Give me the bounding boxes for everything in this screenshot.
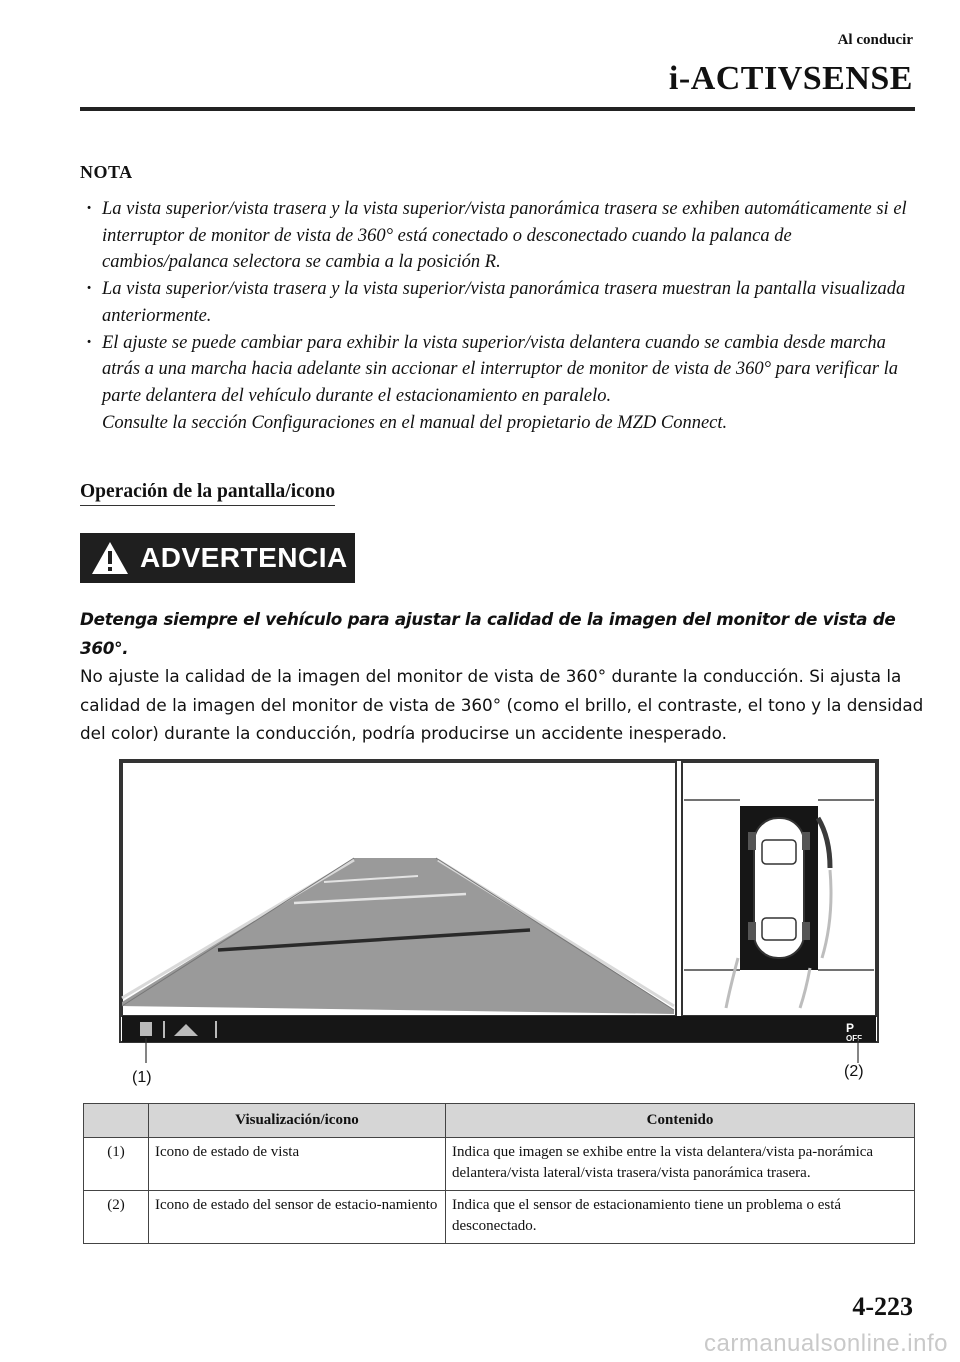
section-title: i-ACTIVSENSE (668, 60, 913, 97)
note-bullet: · La vista superior/vista trasera y la vista superior/vista panorámica trasera muestran la pantalla visualizada anteriormente. (80, 276, 915, 329)
table-header-row (84, 1104, 915, 1138)
warning-banner (80, 533, 355, 583)
top-view-panel (682, 762, 876, 1016)
page-number: 4-223 (852, 1292, 913, 1321)
note-bullets (80, 196, 915, 436)
note-bullet: · El ajuste se puede cambiar para exhibir la vista superior/vista delantera cuando se cambia desde marcha atrás a una marcha hacia adelante sin accionar el interruptor de monitor de vista de 360° para verificar la parte delantera del vehículo durante el estacionamiento en paralelo. (80, 330, 915, 410)
table-row (84, 1138, 915, 1191)
table-header: Visualización/icono (149, 1104, 446, 1138)
table-cell-visual: Icono de estado del sensor de estacio-namiento (149, 1191, 446, 1244)
warning-body-text: No ajuste la calidad de la imagen del monitor de vista de 360° durante la conducción. Si ajusta la calidad de la imagen del monitor de vista de 360° (como el brillo, el contraste, el tono y la densidad del color) durante la conducción, podría producirse un accidente inesperado. (80, 666, 924, 743)
parking-sensor-off-label: OFF (846, 1034, 862, 1043)
table-cell-num: (2) (84, 1191, 149, 1244)
header-rule (80, 107, 915, 111)
table-cell-num: (1) (84, 1138, 149, 1191)
info-table (83, 1103, 915, 1244)
note-bullet: · La vista superior/vista trasera y la vista superior/vista panorámica trasera se exhiben automáticamente si el interruptor de monitor de vista de 360° está conectado o desconectado cuando la palanca de cambios/palanca selectora se cambia a la posición R. (80, 196, 915, 276)
table-row (84, 1191, 915, 1244)
chapter-title: Al conducir (837, 32, 913, 48)
table-cell-visual: Icono de estado de vista (149, 1138, 446, 1191)
operation-heading: Operación de la pantalla/icono (80, 481, 335, 506)
note-reference: Consulte la sección Configuraciones en el manual del propietario de MZD Connect. (102, 412, 728, 433)
watermark: carmanualsonline.info (704, 1330, 948, 1357)
table-cell-content: Indica que el sensor de estacionamiento tiene un problema o está desconectado. (446, 1191, 915, 1244)
warning-bold-text: Detenga siempre el vehículo para ajustar la calidad de la imagen del monitor de vista de 360°. (80, 609, 896, 658)
note-title: NOTA (80, 162, 133, 182)
warning-triangle-icon (80, 533, 140, 583)
callout-1: (1) (132, 1069, 152, 1086)
warning-text (80, 605, 925, 748)
callout-2: (2) (844, 1063, 864, 1080)
rear-view-panel (122, 762, 676, 1016)
camera-display-figure (118, 758, 880, 1088)
table-header (84, 1104, 149, 1138)
warning-label: ADVERTENCIA (140, 542, 348, 573)
table-header: Contenido (446, 1104, 915, 1138)
parking-sensor-p-label: P (846, 1021, 855, 1035)
table-cell-content: Indica que imagen se exhibe entre la vista delantera/vista pa-norámica delantera/vista lateral/vista trasera/vista panorámica trasera. (446, 1138, 915, 1191)
